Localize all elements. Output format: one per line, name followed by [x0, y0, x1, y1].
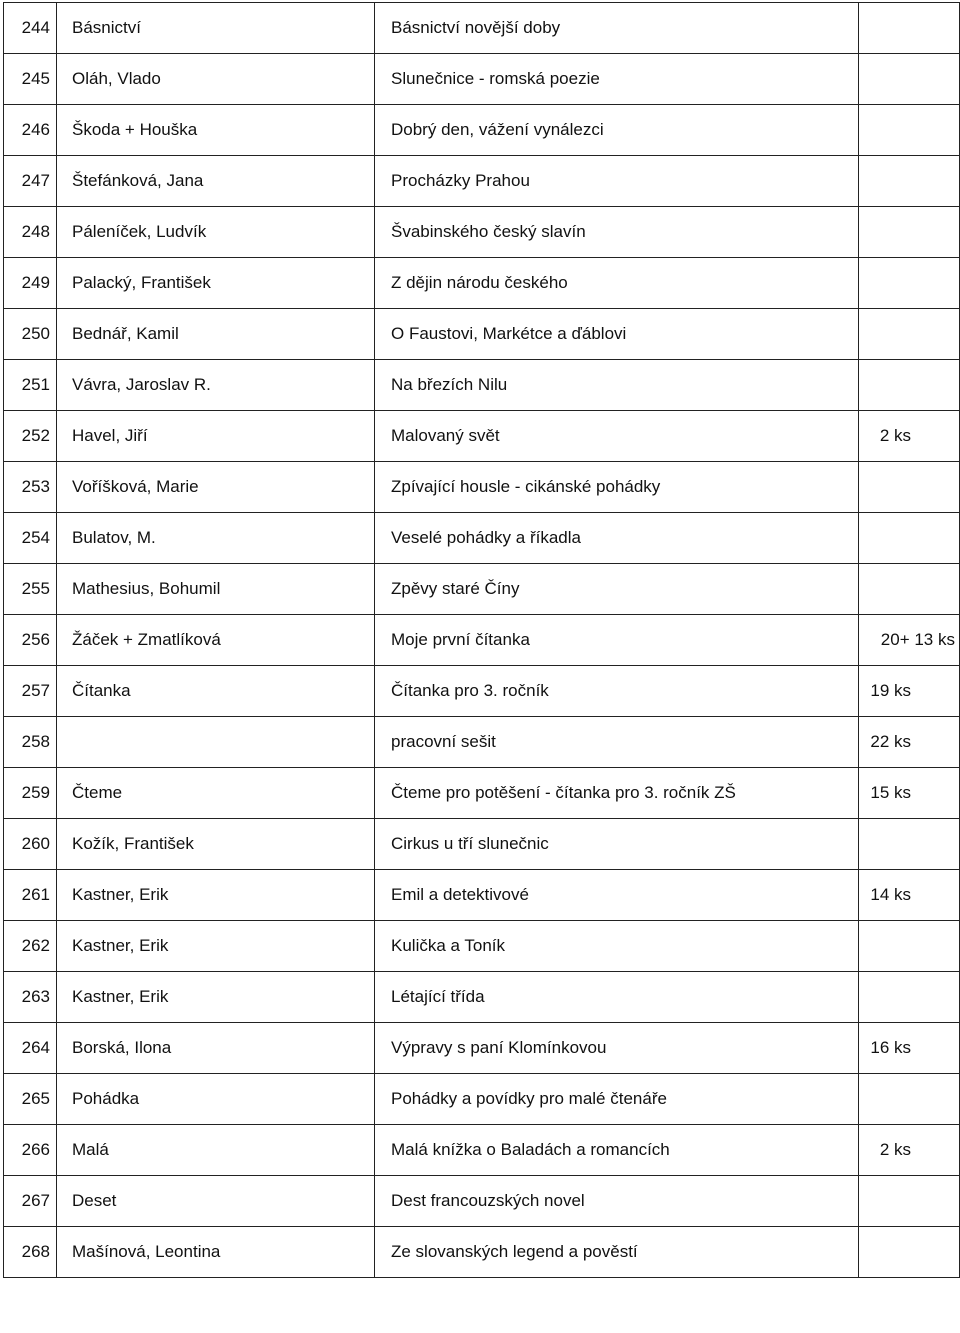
author-cell: Vávra, Jaroslav R.	[57, 360, 375, 411]
author-cell: Kožík, František	[57, 819, 375, 870]
row-number-cell: 268	[4, 1227, 57, 1278]
author-cell: Básnictví	[57, 3, 375, 54]
author-cell: Bednář, Kamil	[57, 309, 375, 360]
author-cell: Bulatov, M.	[57, 513, 375, 564]
title-cell: Malovaný svět	[375, 411, 859, 462]
quantity-cell	[859, 1227, 960, 1278]
table-row	[4, 870, 960, 921]
author-cell: Mašínová, Leontina	[57, 1227, 375, 1278]
quantity-cell: 20+ 13 ks	[859, 615, 960, 666]
table-row	[4, 3, 960, 54]
row-number-cell: 251	[4, 360, 57, 411]
quantity-cell	[859, 921, 960, 972]
quantity-cell	[859, 819, 960, 870]
row-number-cell: 263	[4, 972, 57, 1023]
quantity-cell	[859, 462, 960, 513]
title-cell: Malá knížka o Baladách a romancích	[375, 1125, 859, 1176]
table-row	[4, 666, 960, 717]
author-cell: Voříšková, Marie	[57, 462, 375, 513]
table-row	[4, 309, 960, 360]
table-row	[4, 1125, 960, 1176]
quantity-cell	[859, 207, 960, 258]
row-number-cell: 264	[4, 1023, 57, 1074]
title-cell: Ze slovanských legend a pověstí	[375, 1227, 859, 1278]
author-cell	[57, 717, 375, 768]
title-cell: Z dějin národu českého	[375, 258, 859, 309]
quantity-cell: 22 ks	[859, 717, 960, 768]
table-row	[4, 1074, 960, 1125]
title-cell: Zpívající housle - cikánské pohádky	[375, 462, 859, 513]
table-row	[4, 462, 960, 513]
title-cell: Na březích Nilu	[375, 360, 859, 411]
title-cell: Dest francouzských novel	[375, 1176, 859, 1227]
quantity-cell	[859, 258, 960, 309]
author-cell: Čítanka	[57, 666, 375, 717]
row-number-cell: 260	[4, 819, 57, 870]
table-row	[4, 1176, 960, 1227]
quantity-cell	[859, 309, 960, 360]
title-cell: Dobrý den, vážení vynálezci	[375, 105, 859, 156]
row-number-cell: 249	[4, 258, 57, 309]
row-number-cell: 258	[4, 717, 57, 768]
quantity-cell	[859, 972, 960, 1023]
row-number-cell: 255	[4, 564, 57, 615]
title-cell: Cirkus u tří slunečnic	[375, 819, 859, 870]
title-cell: Procházky Prahou	[375, 156, 859, 207]
row-number-cell: 267	[4, 1176, 57, 1227]
row-number-cell: 252	[4, 411, 57, 462]
title-cell: Veselé pohádky a říkadla	[375, 513, 859, 564]
table-row	[4, 717, 960, 768]
quantity-cell	[859, 54, 960, 105]
table-row	[4, 258, 960, 309]
title-cell: pracovní sešit	[375, 717, 859, 768]
row-number-cell: 256	[4, 615, 57, 666]
author-cell: Kastner, Erik	[57, 972, 375, 1023]
table-row	[4, 615, 960, 666]
table-row	[4, 207, 960, 258]
title-cell: Švabinského český slavín	[375, 207, 859, 258]
title-cell: Slunečnice - romská poezie	[375, 54, 859, 105]
title-cell: Básnictví novější doby	[375, 3, 859, 54]
author-cell: Kastner, Erik	[57, 921, 375, 972]
author-cell: Mathesius, Bohumil	[57, 564, 375, 615]
title-cell: Výpravy s paní Klomínkovou	[375, 1023, 859, 1074]
quantity-cell	[859, 105, 960, 156]
table-row	[4, 921, 960, 972]
row-number-cell: 257	[4, 666, 57, 717]
table-row	[4, 564, 960, 615]
table-row	[4, 1227, 960, 1278]
title-cell: Pohádky a povídky pro malé čtenáře	[375, 1074, 859, 1125]
table-row	[4, 156, 960, 207]
title-cell: Čítanka pro 3. ročník	[375, 666, 859, 717]
table-body	[4, 3, 960, 1278]
author-cell: Oláh, Vlado	[57, 54, 375, 105]
quantity-cell: 15 ks	[859, 768, 960, 819]
quantity-cell	[859, 1074, 960, 1125]
author-cell: Havel, Jiří	[57, 411, 375, 462]
table-row	[4, 819, 960, 870]
quantity-cell	[859, 156, 960, 207]
row-number-cell: 265	[4, 1074, 57, 1125]
title-cell: Létající třída	[375, 972, 859, 1023]
row-number-cell: 261	[4, 870, 57, 921]
title-cell: Čteme pro potěšení - čítanka pro 3. ročník ZŠ	[375, 768, 859, 819]
author-cell: Malá	[57, 1125, 375, 1176]
table-row	[4, 411, 960, 462]
row-number-cell: 266	[4, 1125, 57, 1176]
row-number-cell: 250	[4, 309, 57, 360]
book-inventory-table	[3, 2, 960, 1278]
row-number-cell: 254	[4, 513, 57, 564]
quantity-cell: 16 ks	[859, 1023, 960, 1074]
quantity-cell: 2 ks	[859, 411, 960, 462]
author-cell: Deset	[57, 1176, 375, 1227]
title-cell: Moje první čítanka	[375, 615, 859, 666]
author-cell: Borská, Ilona	[57, 1023, 375, 1074]
row-number-cell: 245	[4, 54, 57, 105]
row-number-cell: 262	[4, 921, 57, 972]
author-cell: Páleníček, Ludvík	[57, 207, 375, 258]
author-cell: Štefánková, Jana	[57, 156, 375, 207]
row-number-cell: 248	[4, 207, 57, 258]
title-cell: Emil a detektivové	[375, 870, 859, 921]
title-cell: Kulička a Toník	[375, 921, 859, 972]
table-row	[4, 54, 960, 105]
title-cell: Zpěvy staré Číny	[375, 564, 859, 615]
table-row	[4, 513, 960, 564]
quantity-cell: 2 ks	[859, 1125, 960, 1176]
quantity-cell	[859, 360, 960, 411]
quantity-cell	[859, 3, 960, 54]
row-number-cell: 244	[4, 3, 57, 54]
title-cell: O Faustovi, Markétce a ďáblovi	[375, 309, 859, 360]
quantity-cell: 14 ks	[859, 870, 960, 921]
row-number-cell: 253	[4, 462, 57, 513]
author-cell: Palacký, František	[57, 258, 375, 309]
row-number-cell: 259	[4, 768, 57, 819]
row-number-cell: 247	[4, 156, 57, 207]
table-row	[4, 768, 960, 819]
author-cell: Škoda + Houška	[57, 105, 375, 156]
quantity-cell	[859, 513, 960, 564]
table-row	[4, 105, 960, 156]
author-cell: Pohádka	[57, 1074, 375, 1125]
table-row	[4, 972, 960, 1023]
table-row	[4, 1023, 960, 1074]
quantity-cell: 19 ks	[859, 666, 960, 717]
quantity-cell	[859, 1176, 960, 1227]
table-row	[4, 360, 960, 411]
quantity-cell	[859, 564, 960, 615]
author-cell: Čteme	[57, 768, 375, 819]
author-cell: Kastner, Erik	[57, 870, 375, 921]
row-number-cell: 246	[4, 105, 57, 156]
author-cell: Žáček + Zmatlíková	[57, 615, 375, 666]
